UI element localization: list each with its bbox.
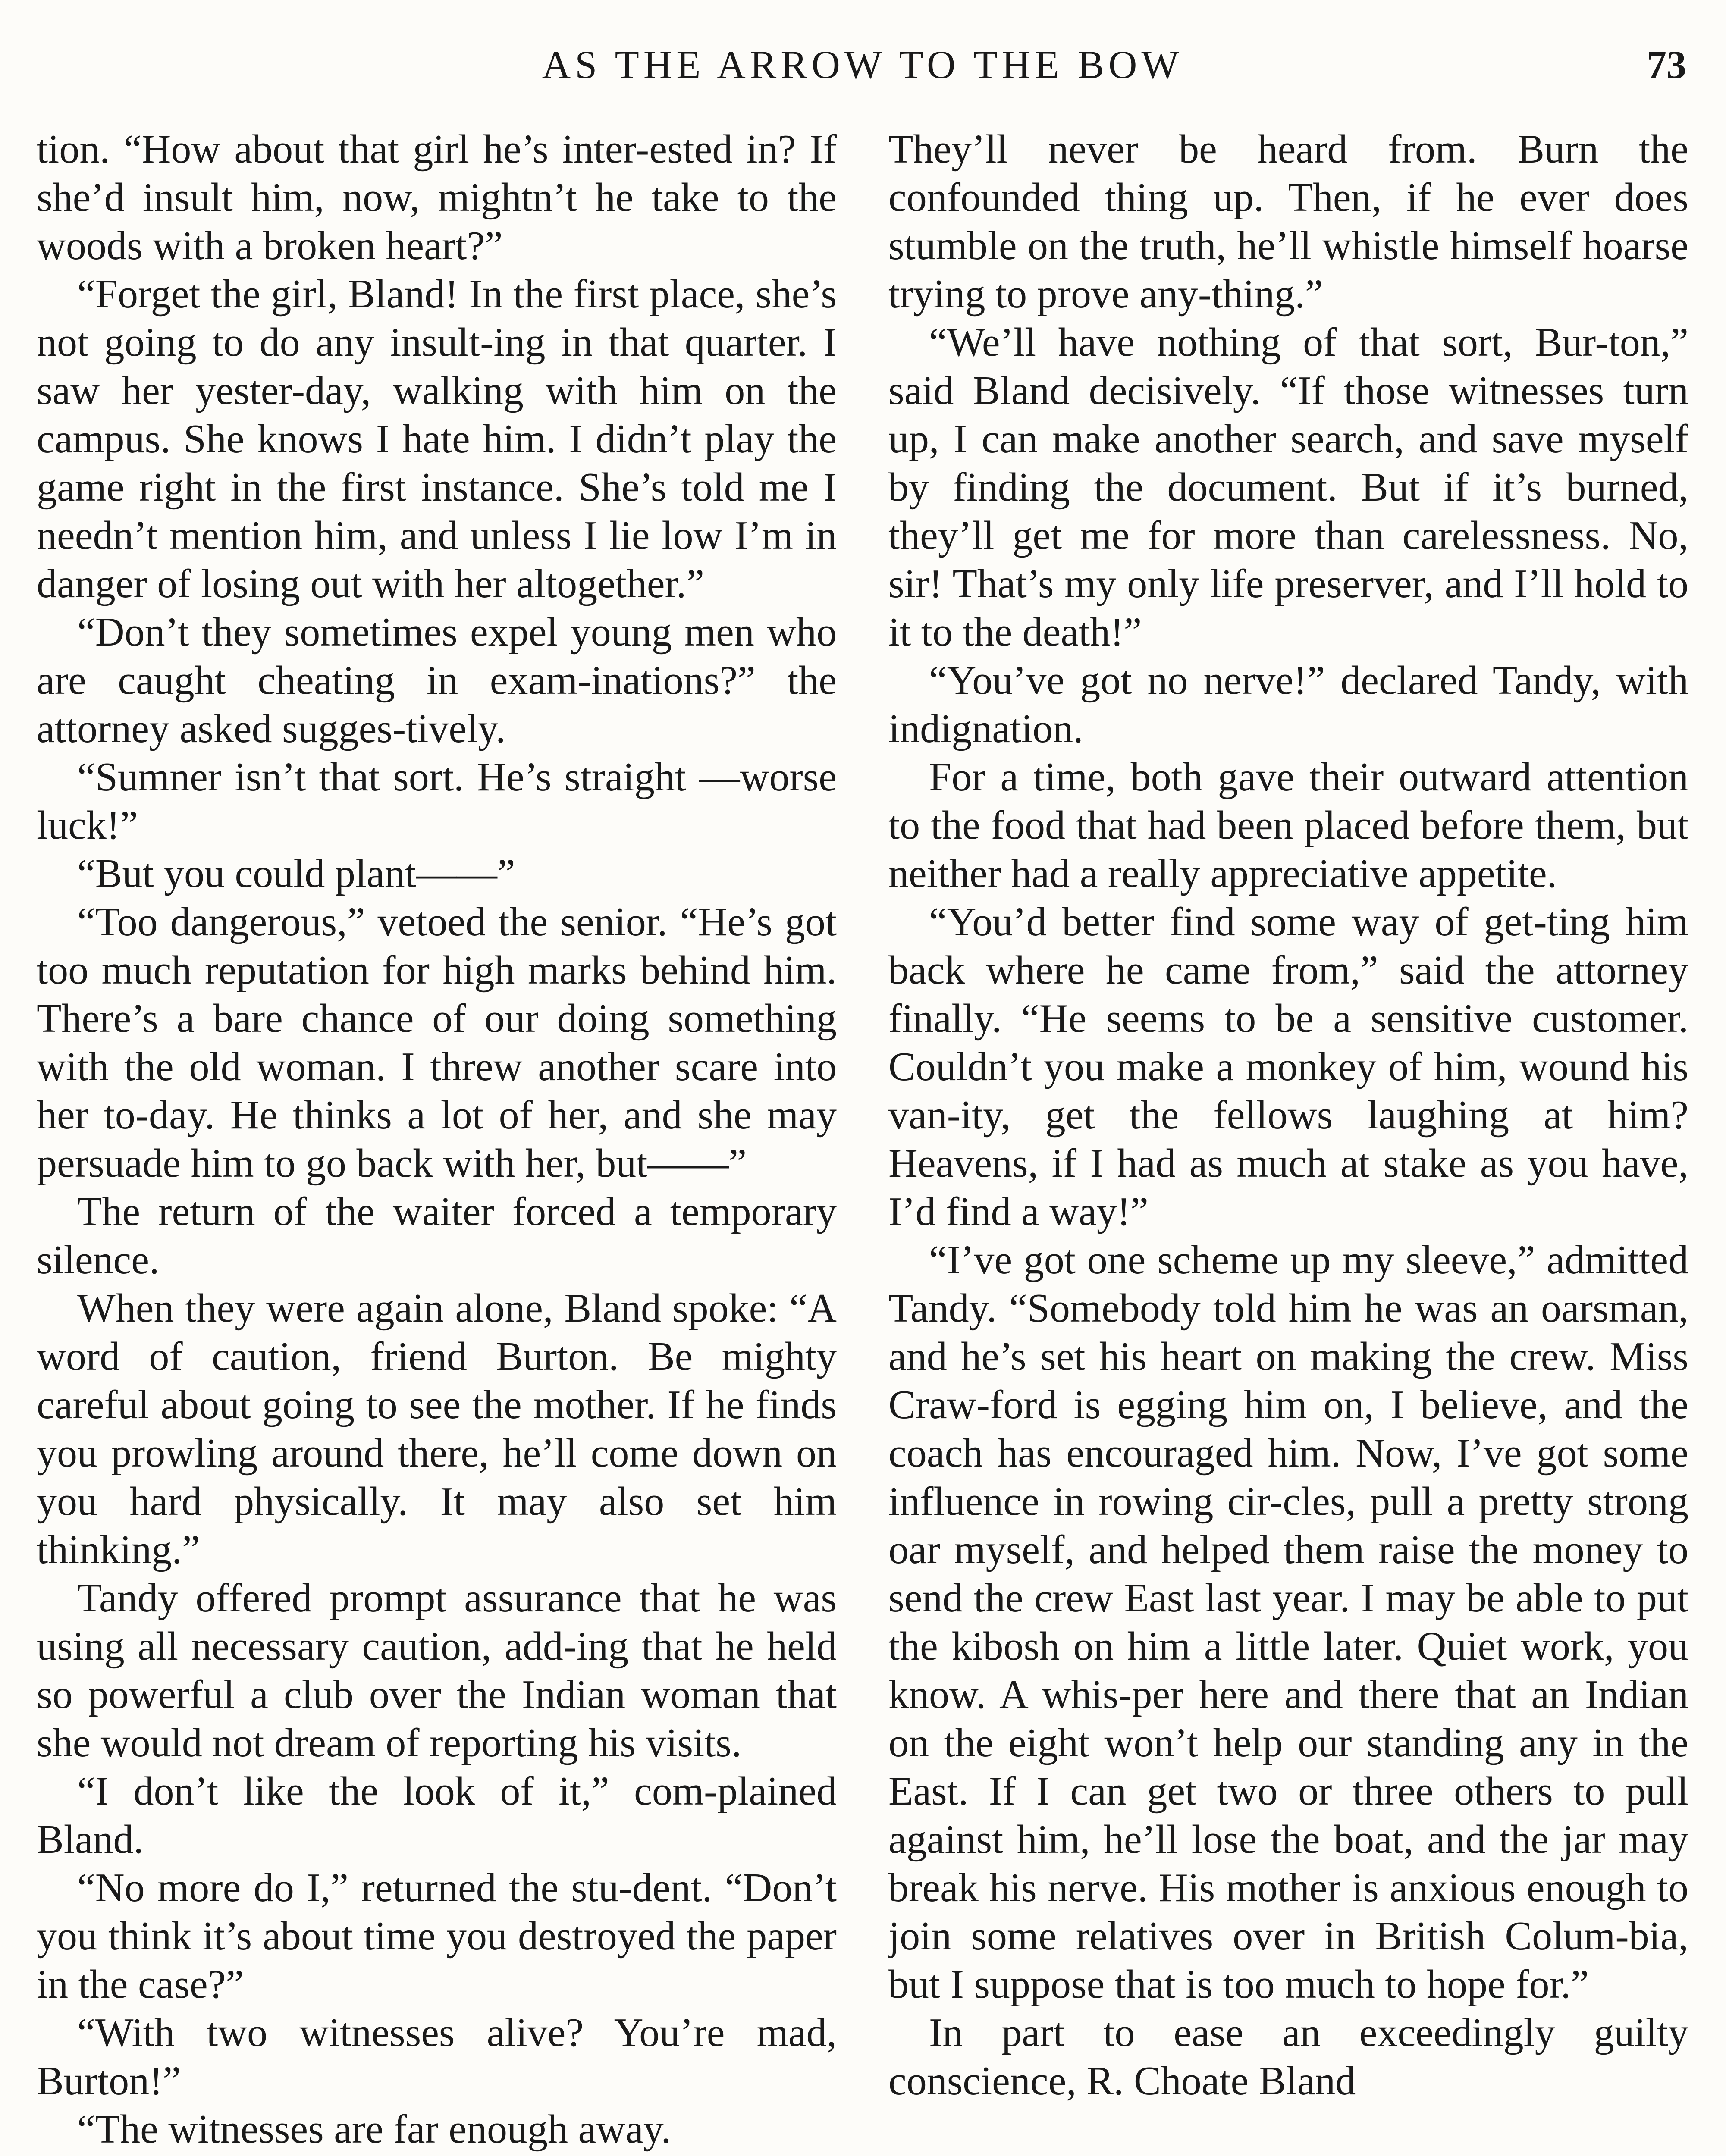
paragraph: “The witnesses are far enough away. xyxy=(77,2107,672,2152)
paragraph: “We’ll have nothing of that sort, Bur-ton,” said Bland decisively. “If those witnesses turn up, I can make another search, and save myself by finding the document. But if it’s burned, they’ll get me for more than carelessness. No, sir! That’s my only life preserver, and I’ll hold to it to the death!” xyxy=(888,320,1688,655)
paragraph: “Don’t they sometimes expel young men who are caught cheating in exam-inations?” the attorney asked sugges-tively. xyxy=(37,610,837,751)
paragraph: When they were again alone, Bland spoke: “A word of caution, friend Burton. Be mighty careful about going to see the mother. If he finds you prowling around there, he’ll come down on you hard physically. It may also set him thinking.” xyxy=(37,1286,837,1572)
paragraph: For a time, both gave their outward attention to the food that had been placed before them, but neither had a really appreciative appetite. xyxy=(888,755,1688,896)
running-title: AS THE ARROW TO THE BOW xyxy=(542,43,1183,87)
paragraph: “But you could plant——” xyxy=(77,851,515,896)
paragraph: “Forget the girl, Bland! In the first place, she’s not going to do any insult-ing in that quarter. I saw her yester-day, walking with him on the campus. She knows I hate him. I didn’t play the game right in the first instance. She’s told me I needn’t mention him, and unless I lie low I’m in danger of losing out with her altogether.” xyxy=(37,272,837,606)
left-column xyxy=(37,125,837,2156)
running-header xyxy=(35,41,1691,88)
text-columns xyxy=(37,125,1688,2156)
paragraph: “You’ve got no nerve!” declared Tandy, with indignation. xyxy=(888,658,1688,751)
paragraph: “No more do I,” returned the stu-dent. “Don’t you think it’s about time you destroyed the paper in the case?” xyxy=(37,1865,837,2007)
paragraph: “With two witnesses alive? You’re mad, Burton!” xyxy=(37,2010,837,2103)
paragraph: “Too dangerous,” vetoed the senior. “He’s got too much reputation for high marks behind him. There’s a bare chance of our doing something with the old woman. I threw another scare into her to-day. He thinks a lot of her, and she may persuade him to go back with her, but——” xyxy=(37,899,837,1186)
right-column xyxy=(888,125,1688,2156)
paragraph: tion. “How about that girl he’s inter-ested in? If she’d insult him, now, mightn’t he take to the woods with a broken heart?” xyxy=(37,127,837,268)
paragraph: Tandy offered prompt assurance that he was using all necessary caution, add-ing that he held so powerful a club over the Indian woman that she would not dream of reporting his visits. xyxy=(37,1576,837,1765)
paragraph: “I don’t like the look of it,” com-plained Bland. xyxy=(37,1769,837,1862)
page-number: 73 xyxy=(1647,43,1686,87)
paragraph: “Sumner isn’t that sort. He’s straight —worse luck!” xyxy=(37,755,837,848)
paragraph: “You’d better find some way of get-ting him back where he came from,” said the attorney finally. “He seems to be a sensitive customer. Couldn’t you make a monkey of him, wound his van-ity, get the fellows laughing at him? Heavens, if I had as much at stake as you have, I’d find a way!” xyxy=(888,899,1688,1234)
paragraph: The return of the waiter forced a temporary silence. xyxy=(37,1189,837,1282)
paragraph: They’ll never be heard from. Burn the confounded thing up. Then, if he ever does stumble on the truth, he’ll whistle himself hoarse trying to prove any-thing.” xyxy=(888,127,1688,317)
paragraph: “I’ve got one scheme up my sleeve,” admitted Tandy. “Somebody told him he was an oarsman, and he’s set his heart on making the crew. Miss Craw-ford is egging him on, I believe, and the coach has encouraged him. Now, I’ve got some influence in rowing cir-cles, pull a pretty strong oar myself, and helped them raise the money to send the crew East last year. I may be able to put the kibosh on him a little later. Quiet work, you know. A whis-per here and there that an Indian on the eight won’t help our standing any in the East. If I can get two or three others to pull against him, he’ll lose the boat, and the jar may break his nerve. His mother is anxious enough to join some relatives over in British Colum-bia, but I suppose that is too much to hope for.” xyxy=(888,1238,1688,2007)
paragraph: In part to ease an exceedingly guilty conscience, R. Choate Bland xyxy=(888,2010,1688,2103)
